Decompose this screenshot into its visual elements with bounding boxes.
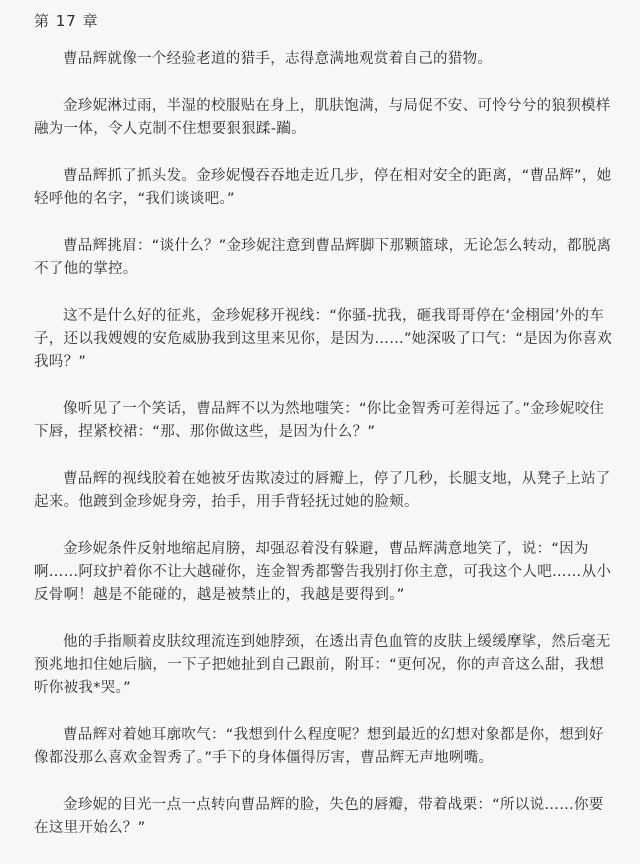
paragraph: 曹品辉挑眉：“谈什么？”金珍妮注意到曹品辉脚下那颗篮球，无论怎么转动，都脱离不了他的掌控。 [34, 238, 612, 277]
paragraph: 金珍妮条件反射地缩起肩膀，却强忍着没有躲避，曹品辉满意地笑了，说：“因为啊……阿玟护着你不让大越碰你，连金智秀都警告我别打你主意，可我这个人吧……从小反骨啊！越是不能碰的，越是被禁止的，我越是要得到。” [34, 541, 612, 603]
paragraph: 曹品辉就像一个经验老道的猎手，志得意满地观赏着自己的猎物。 [63, 51, 493, 67]
paragraph: 这不是什么好的征兆，金珍妮移开视线：“你骚-扰我，砸我哥哥停在‘金栩园’外的车子，还以我嫂嫂的安危威胁我到这里来见你，是因为……”她深吸了口气：“是因为你喜欢我吗？” [34, 308, 613, 370]
chapter-body [34, 48, 618, 864]
paragraph: 曹品辉对着她耳廓吹气：“我想到什么程度呢？想到最近的幻想对象都是你，想到好像都没那么喜欢金智秀了。”手下的身体僵得厉害，曹品辉无声地咧嘴。 [34, 727, 604, 766]
paragraph: 金珍妮的目光一点一点转向曹品辉的脸，失色的唇瓣，带着战栗：“所以说……你要在这里开始么？” [34, 797, 604, 836]
paragraph: 曹品辉的视线胶着在她被牙齿欺凌过的唇瓣上，停了几秒，长腿支地，从凳子上站了起来。他踱到金珍妮身旁，抬手，用手背轻抚过她的脸颊。 [34, 471, 611, 510]
chapter-title: 第 17 章 [34, 12, 99, 30]
paragraph: 金珍妮淋过雨，半湿的校服贴在身上，肌肤饱满，与局促不安、可怜兮兮的狼狈模样融为一体，令人克制不住想要狠狠蹂-躏。 [34, 98, 611, 137]
paragraph: 像听见了一个笑话，曹品辉不以为然地嗤笑：“你比金智秀可差得远了。”金珍妮咬住下唇，捏紧校裙：“那、那你做这些，是因为什么？” [34, 401, 605, 440]
paragraph: 他的手指顺着皮肤纹理流连到她脖颈，在透出青色血管的皮肤上缓缓摩挲，然后毫无预兆地扣住她后脑，一下子把她扯到自己跟前，附耳：“更何况，你的声音这么甜，我想听你被我*哭。” [34, 634, 611, 696]
paragraph: 曹品辉抓了抓头发。金珍妮慢吞吞地走近几步，停在相对安全的距离，“曹品辉”，她轻呼他的名字，“我们谈谈吧。” [34, 168, 612, 207]
